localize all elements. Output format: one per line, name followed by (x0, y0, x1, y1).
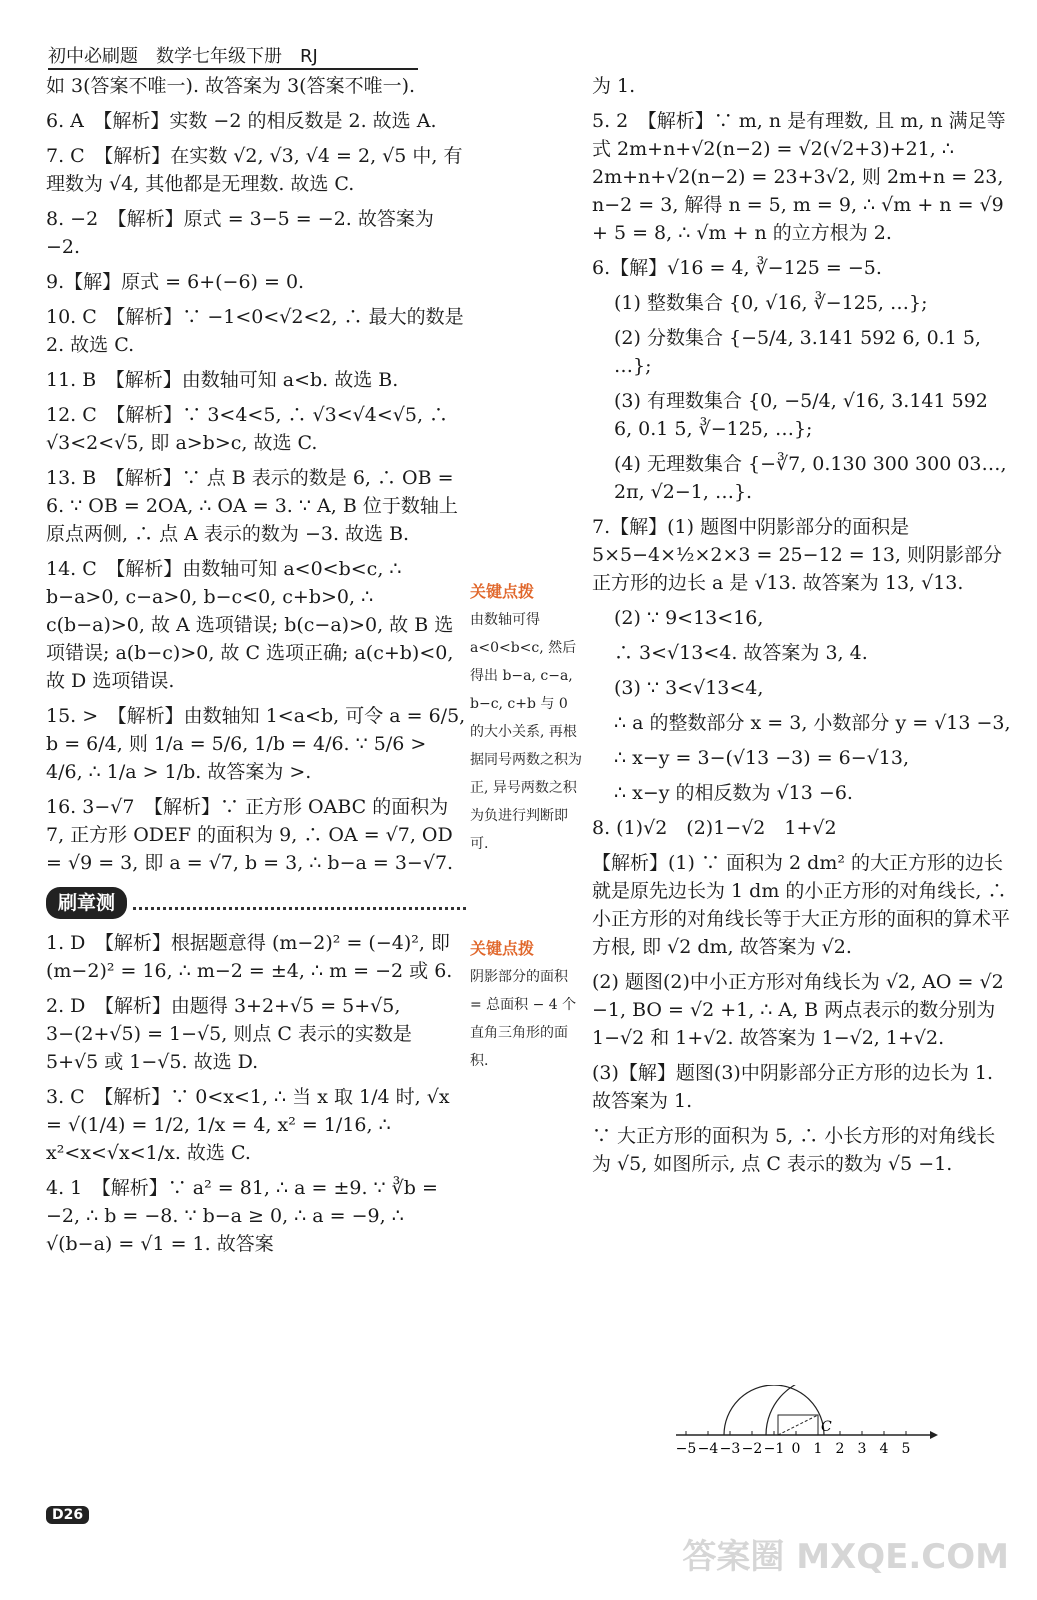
number-line-figure (668, 1385, 938, 1475)
side-note-1 (470, 578, 582, 858)
answer-12: 12. C 【解析】∵ 3<4<5, ∴ √3<√4<√5, ∴ √3<2<√5, 即 a>b>c, 故选 C. (46, 404, 449, 454)
answer-8-part-2: (2) 题图(2)中小正方形对角线长为 √2, AO = √2 −1, BO = √2 +1, ∴ A, B 两点表示的数分别为 1−√2 和 1+√2. 故答案为 1−√2, 1+√2. (592, 971, 1004, 1049)
answer-11: 11. B 【解析】由数轴可知 a<b. 故选 B. (46, 369, 399, 391)
test-answer-6: 6.【解】√16 = 4, ∛−125 = −5. (592, 257, 882, 279)
answer-7-part-3: (3) ∵ 3<√13<4, (614, 677, 764, 699)
test-answer-2: 2. D 【解析】由题得 3+2+√5 = 5+√5, 3−(2+√5) = 1−√5, 则点 C 表示的实数是 5+√5 或 1−√5. 故选 D. (46, 995, 412, 1073)
answer-8-conclusion: ∵ 大正方形的面积为 5, ∴ 小长方形的对角线长为 √5, 如图所示, 点 C 表示的数为 √5 −1. (592, 1125, 996, 1175)
section-badge: 刷章测 (46, 887, 127, 919)
tick-label: 0 (791, 1441, 801, 1457)
answer-7-line: ∴ x−y 的相反数为 √13 −6. (614, 782, 853, 804)
answer-13: 13. B 【解析】∵ 点 B 表示的数是 6, ∴ OB = 6. ∵ OB = 2OA, ∴ OA = 3. ∵ A, B 位于数轴上原点两侧, ∴ 点 A 表示的数为 −3. 故选 B. (46, 467, 458, 545)
tick-label: −2 (741, 1441, 763, 1457)
tick-label: 3 (857, 1441, 867, 1457)
answer-14: 14. C 【解析】由数轴可知 a<0<b<c, ∴ b−a>0, c−a>0, b−c<0, c+b>0, ∴ c(b−a)>0, 故 A 选项错误; b(c−a)>0, 故 B 选项错误; a(b−c)>0, 故 C 选项正确; a(c+b)<0, 故 D 选项错误. (46, 558, 454, 692)
right-column (592, 72, 1012, 1185)
header-rule (48, 68, 418, 70)
side-note-title: 关键点拨 (470, 582, 535, 601)
answer-8-part-3: (3)【解】题图(3)中阴影部分正方形的边长为 1. 故答案为 1. (592, 1062, 993, 1112)
test-answer-4: 4. 1 【解析】∵ a² = 81, ∴ a = ±9. ∵ ∛b = −2, ∴ b = −8. ∵ b−a ≥ 0, ∴ a = −9, ∴ √(b−a) = √1 = 1. 故答案 (46, 1177, 438, 1255)
page-number: D26 (46, 1506, 89, 1524)
diagonal (778, 1415, 818, 1435)
watermark: 答案圈 MXQE.COM (682, 1537, 1009, 1577)
section-heading (46, 887, 466, 919)
section-divider (133, 897, 466, 910)
answer-8-part-1: 【解析】(1) ∵ 面积为 2 dm² 的大正方形的边长就是原先边长为 1 dm 的小正方形的对角线长, ∴ 小正方形的对角线长等于大正方形的面积的算术平方根, 即 √2 dm, 故答案为 √2. (592, 852, 1011, 958)
page-header: 初中必刷题 数学七年级下册 RJ (48, 46, 318, 67)
answer-7-line: ∴ a 的整数部分 x = 3, 小数部分 y = √13 −3, (614, 712, 1011, 734)
answer-16: 16. 3−√7 【解析】∵ 正方形 OABC 的面积为 7, 正方形 ODEF 的面积为 9, ∴ OA = √7, OD = √9 = 3, 即 a = √7, b = 3, ∴ b−a = 3−√7. (46, 796, 454, 874)
irrational-set: (4) 无理数集合 {−∛7, 0.130 300 300 03…, 2π, √2−1, …}. (614, 453, 1007, 503)
answer-continued: 为 1. (592, 75, 636, 97)
side-note-text: 由数轴可得 a<0<b<c, 然后得出 b−a, c−a, b−c, c+b 与 0 的大小关系, 再根据同号两数之积为正, 异号两数之积为负进行判断即可. (470, 612, 582, 852)
arc (766, 1385, 824, 1435)
tick-label: −4 (697, 1441, 719, 1457)
answer-line: 如 3(答案不唯一). 故答案为 3(答案不唯一). (46, 75, 416, 97)
answer-7-line: ∴ 3<√13<4. 故答案为 3, 4. (614, 642, 868, 664)
side-note-text: 阴影部分的面积 = 总面积 − 4 个直角三角形的面积. (470, 969, 577, 1069)
point-label: C (821, 1419, 832, 1435)
integer-set: (1) 整数集合 {0, √16, ∛−125, …}; (614, 292, 928, 314)
tick-label: −3 (719, 1441, 741, 1457)
tick-label: −5 (675, 1441, 697, 1457)
answer-15: 15. > 【解析】由数轴知 1<a<b, 可令 a = 6/5, b = 6/4, 则 1/a = 5/6, 1/b = 4/6. ∵ 5/6 > 4/6, ∴ 1/a > 1/b. 故答案为 >. (46, 705, 466, 783)
side-note-2 (470, 935, 582, 1075)
answer-6: 6. A 【解析】实数 −2 的相反数是 2. 故选 A. (46, 110, 437, 132)
tick-label: −1 (763, 1441, 785, 1457)
tick-label: 4 (879, 1441, 889, 1457)
answer-10: 10. C 【解析】∵ −1<0<√2<2, ∴ 最大的数是 2. 故选 C. (46, 306, 464, 356)
answer-7-part-2: (2) ∵ 9<13<16, (614, 607, 764, 629)
test-answer-5: 5. 2 【解析】∵ m, n 是有理数, 且 m, n 满足等式 2m+n+√2(n−2) = √2(√2+3)+21, ∴ 2m+n+√2(n−2) = 23+3√2, 则 2m+n = 23, n−2 = 3, 解得 n = 5, m = 9, ∴ √m + n = √9 + 5 = 8, ∴ √m + n 的立方根为 2. (592, 110, 1006, 244)
answer-7: 7. C 【解析】在实数 √2, √3, √4 = 2, √5 中, 有理数为 √4, 其他都是无理数. 故选 C. (46, 145, 463, 195)
semicircle (724, 1385, 824, 1435)
arrow-icon (930, 1431, 938, 1439)
test-answer-1: 1. D 【解析】根据题意得 (m−2)² = (−4)², 即 (m−2)² = 16, ∴ m−2 = ±4, ∴ m = −2 或 6. (46, 932, 453, 982)
side-note-title: 关键点拨 (470, 939, 535, 958)
answer-9: 9.【解】原式 = 6+(−6) = 0. (46, 271, 305, 293)
tick-label: 5 (901, 1441, 911, 1457)
rational-set: (3) 有理数集合 {0, −5/4, √16, 3.141 592 6, 0.1 5̇, ∛−125, …}; (614, 390, 988, 440)
answer-7-line: ∴ x−y = 3−(√13 −3) = 6−√13, (614, 747, 909, 769)
tick-label: 1 (813, 1441, 823, 1457)
fraction-set: (2) 分数集合 {−5/4, 3.141 592 6, 0.1 5̇, …}; (614, 327, 981, 377)
test-answer-3: 3. C 【解析】∵ 0<x<1, ∴ 当 x 取 1/4 时, √x = √(1/4) = 1/2, 1/x = 4, x² = 1/16, ∴ x²<x<√x<1/x. 故选 C. (46, 1086, 450, 1164)
test-answer-8: 8. (1)√2 (2)1−√2 1+√2 (592, 817, 837, 839)
left-column (46, 72, 466, 1265)
tick-label: 2 (835, 1441, 845, 1457)
test-answer-7: 7.【解】(1) 题图中阴影部分的面积是 5×5−4×½×2×3 = 25−12 = 13, 则阴影部分正方形的边长 a 是 √13. 故答案为 13, √13. (592, 516, 1002, 594)
answer-8: 8. −2 【解析】原式 = 3−5 = −2. 故答案为 −2. (46, 208, 434, 258)
